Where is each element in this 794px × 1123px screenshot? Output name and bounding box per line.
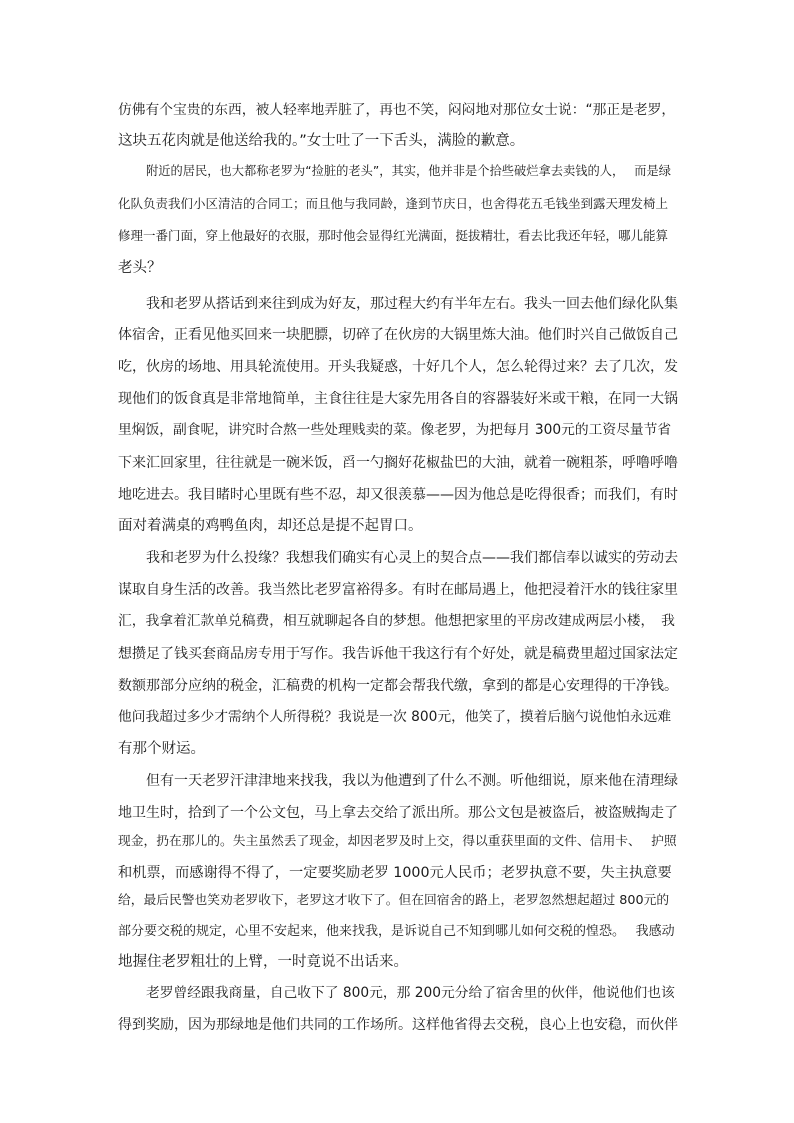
text-line: 得到奖励，因为那绿地是他们共同的工作场所。这样他省得去交税，良心上也安稳，而伙伴 — [118, 1017, 678, 1033]
text-line: 部分要交税的规定，心里不安起来，他来找我，是诉说自己不知到哪儿如何交税的惶恐。 我感动 — [118, 924, 675, 939]
text-line: 我和老罗从搭话到来往到成为好友，那过程大约有半年左右。我头一回去他们绿化队集 — [146, 296, 678, 312]
text-line: 现金，扔在那儿的。失主虽然丢了现金，却因老罗及时上交，得以重获里面的文件、信用卡、 护照 — [118, 834, 677, 849]
text-line: 给，最后民警也笑劝老罗收下，老罗这才收下了。但在回宿舍的路上，老罗忽然想起超过 800元的 — [118, 893, 670, 908]
text-line: 体宿舍，正看见他买回来一块肥膘，切碎了在伙房的大锅里炼大油。他们时兴自己做饭自己 — [118, 327, 678, 343]
text-line: 他问我超过多少才需纳个人所得税？我说是一次 800元，他笑了，摸着后脑勺说他怕永远难 — [118, 709, 672, 725]
text-line: 老罗曾经跟我商量，自己收下了 800元，那 200元分给了宿舍里的伙伴，他说他们也该 — [146, 985, 675, 1001]
text-line: 里焖饭，副食呢，讲究时合熬一些处理贱卖的菜。像老罗，为把每月 300元的工资尽量节省 — [118, 422, 672, 438]
text-line: 地卫生时，拾到了一个公文包，马上拿去交给了派出所。那公文包是被盗后，被盗贼掏走了 — [118, 805, 678, 821]
text-line: 和机票，而感谢得不得了，一定要奖励老罗 1000元人民币；老罗执意不要，失主执意要 — [118, 865, 672, 881]
text-line: 谋取自身生活的改善。我当然比老罗富裕得多。有时在邮局遇上，他把浸着汗水的钱往家里 — [118, 582, 678, 598]
text-line: 下来汇回家里，往往就是一碗米饭，舀一勺搁好花椒盐巴的大油，就着一碗粗茶，呼噜呼噜 — [118, 455, 678, 471]
text-line: 地吃进去。我目睹时心里既有些不忍，却又很羡慕——因为他总是吃得很香；而我们，有时 — [118, 487, 678, 503]
text-line: 现他们的饭食真是非常地简单，主食往往是大家先用各自的容器装好米或干粮，在同一大锅 — [118, 391, 678, 407]
text-line: 修理一番门面，穿上他最好的衣服，那时他会显得红光满面，挺拔精壮，看去比我还年轻，哪儿能算 — [118, 228, 669, 243]
text-line: 想攒足了钱买套商品房专用于写作。我告诉他干我这行有个好处，就是稿费里超过国家法定 — [118, 646, 678, 662]
text-line: 老头？ — [118, 260, 162, 276]
text-line: 汇，我拿着汇款单兑稿费，相互就聊起各自的梦想。他想把家里的平房改建成两层小楼， 我 — [118, 613, 675, 629]
text-line: 附近的居民，也大都称老罗为“捡脏的老头”，其实，他并非是个拾些破烂拿去卖钱的人， 而是绿 — [146, 164, 671, 178]
text-line: 数额那部分应纳的税金，汇稿费的机构一定都会帮我代缴，拿到的都是心安理得的干净钱。 — [118, 678, 678, 694]
text-line: 有那个财运。 — [118, 741, 205, 757]
text-line: 这块五花肉就是他送给我的。”女士吐了一下舌头，满脸的歉意。 — [118, 133, 525, 149]
text-line: 但有一天老罗汗津津地来找我，我以为他遭到了什么不测。听他细说，原来他在清理绿 — [146, 773, 678, 789]
text-line: 地握住老罗粗壮的上臂，一时竟说不出话来。 — [118, 954, 408, 970]
text-line: 仿佛有个宝贵的东西，被人轻率地弄脏了，再也不笑，闷闷地对那位女士说：“那正是老罗， — [118, 102, 676, 118]
text-line: 面对着满桌的鸡鸭鱼肉，却还总是提不起胃口。 — [118, 518, 423, 534]
text-line: 我和老罗为什么投缘？我想我们确实有心灵上的契合点——我们都信奉以诚实的劳动去 — [146, 550, 678, 566]
text-line: 化队负责我们小区清洁的合同工；而且他与我同龄，逢到节庆日，也舍得花五毛钱坐到露天理发椅上 — [118, 196, 669, 211]
text-line: 吃，伙房的场地、用具轮流使用。开头我疑惑，十好几个人，怎么轮得过来？去了几次，发 — [118, 359, 678, 375]
